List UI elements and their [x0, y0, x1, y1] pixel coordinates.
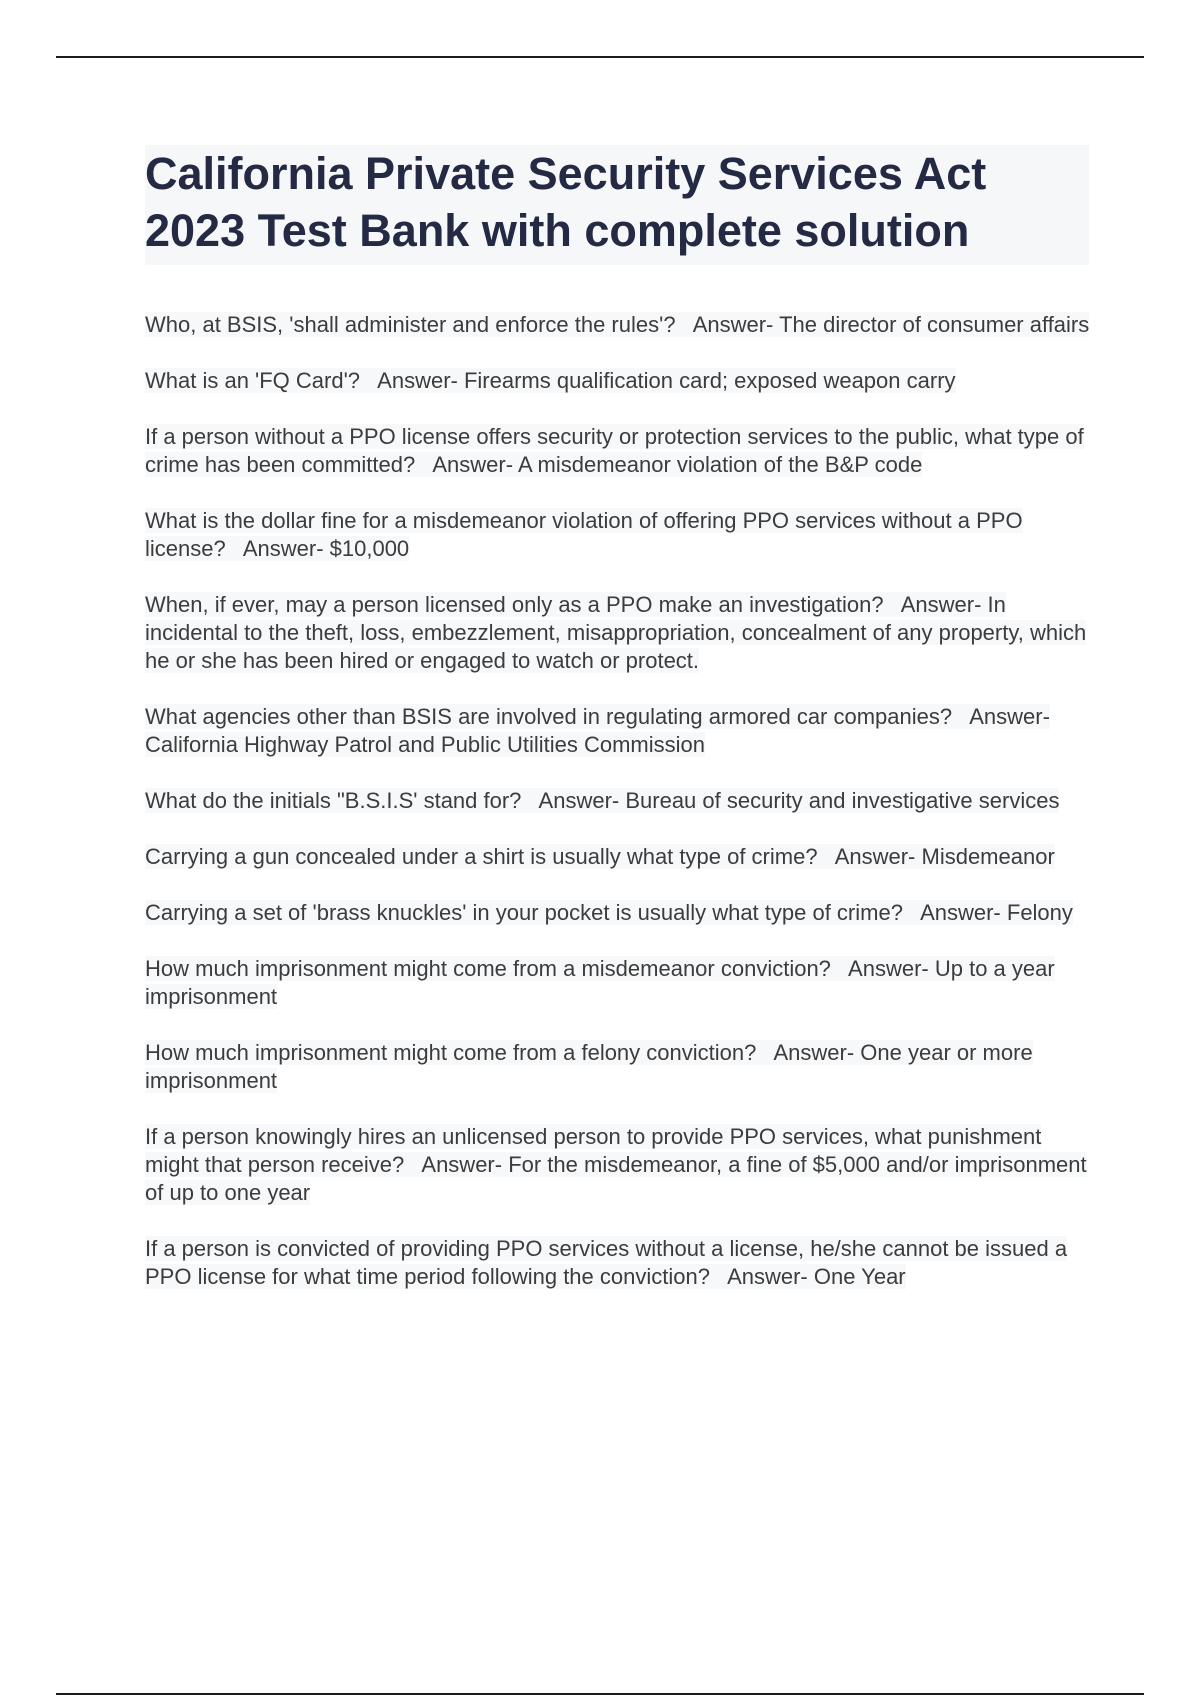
qa-item: [145, 423, 1090, 479]
qa-item: [145, 1235, 1090, 1291]
answer-text: Answer- The director of consumer affairs: [692, 312, 1090, 337]
qa-list: [145, 311, 1090, 1319]
document-title: California Private Security Services Act 2023 Test Bank with complete solution: [145, 148, 987, 256]
answer-text: Answer- Felony: [920, 900, 1073, 925]
qa-item: [145, 899, 1090, 927]
answer-text: Answer- One year or more imprisonment: [145, 1040, 1033, 1093]
qa-item: [145, 787, 1090, 815]
title-block: [145, 145, 1089, 265]
qa-item: [145, 1123, 1090, 1207]
answer-text: Answer- Bureau of security and investigative services: [538, 788, 1060, 813]
question-text: What agencies other than BSIS are involved in regulating armored car companies?: [145, 704, 953, 729]
answer-text: Answer- $10,000: [242, 536, 410, 561]
answer-text: Answer- A misdemeanor violation of the B&P code: [432, 452, 923, 477]
answer-text: Answer- In incidental to the theft, loss, embezzlement, misappropriation, concealment of any property, which he or she has been hired or engaged to watch or protect.: [145, 592, 1087, 673]
qa-item: [145, 591, 1090, 675]
question-text: When, if ever, may a person licensed only as a PPO make an investigation?: [145, 592, 884, 617]
question-text: If a person knowingly hires an unlicensed person to provide PPO services, what punishment might that person receive?: [145, 1124, 1042, 1177]
qa-item: [145, 311, 1090, 339]
qa-item: [145, 843, 1090, 871]
qa-item: [145, 367, 1090, 395]
question-text: Carrying a gun concealed under a shirt is usually what type of crime?: [145, 844, 818, 869]
qa-item: [145, 1039, 1090, 1095]
question-text: Carrying a set of 'brass knuckles' in your pocket is usually what type of crime?: [145, 900, 903, 925]
answer-text: Answer- One Year: [727, 1264, 906, 1289]
answer-text: Answer- California Highway Patrol and Public Utilities Commission: [145, 704, 1050, 757]
question-text: What is an 'FQ Card'?: [145, 368, 361, 393]
question-text: What is the dollar fine for a misdemeanor violation of offering PPO services without a PPO license?: [145, 508, 1023, 561]
bottom-rule: [56, 1693, 1144, 1695]
question-text: If a person without a PPO license offers security or protection services to the public, what type of crime has been committed?: [145, 424, 1084, 477]
question-text: How much imprisonment might come from a misdemeanor conviction?: [145, 956, 831, 981]
top-rule: [56, 56, 1144, 58]
question-text: What do the initials "B.S.I.S' stand for?: [145, 788, 522, 813]
qa-item: [145, 703, 1090, 759]
qa-item: [145, 507, 1090, 563]
qa-item: [145, 955, 1090, 1011]
answer-text: Answer- Up to a year imprisonment: [145, 956, 1055, 1009]
answer-text: Answer- For the misdemeanor, a fine of $5,000 and/or imprisonment of up to one year: [145, 1152, 1087, 1205]
answer-text: Answer- Misdemeanor: [834, 844, 1055, 869]
question-text: How much imprisonment might come from a felony conviction?: [145, 1040, 757, 1065]
question-text: Who, at BSIS, 'shall administer and enforce the rules'?: [145, 312, 676, 337]
question-text: If a person is convicted of providing PPO services without a license, he/she cannot be issued a PPO license for what time period following the conviction?: [145, 1236, 1068, 1289]
answer-text: Answer- Firearms qualification card; exposed weapon carry: [377, 368, 956, 393]
